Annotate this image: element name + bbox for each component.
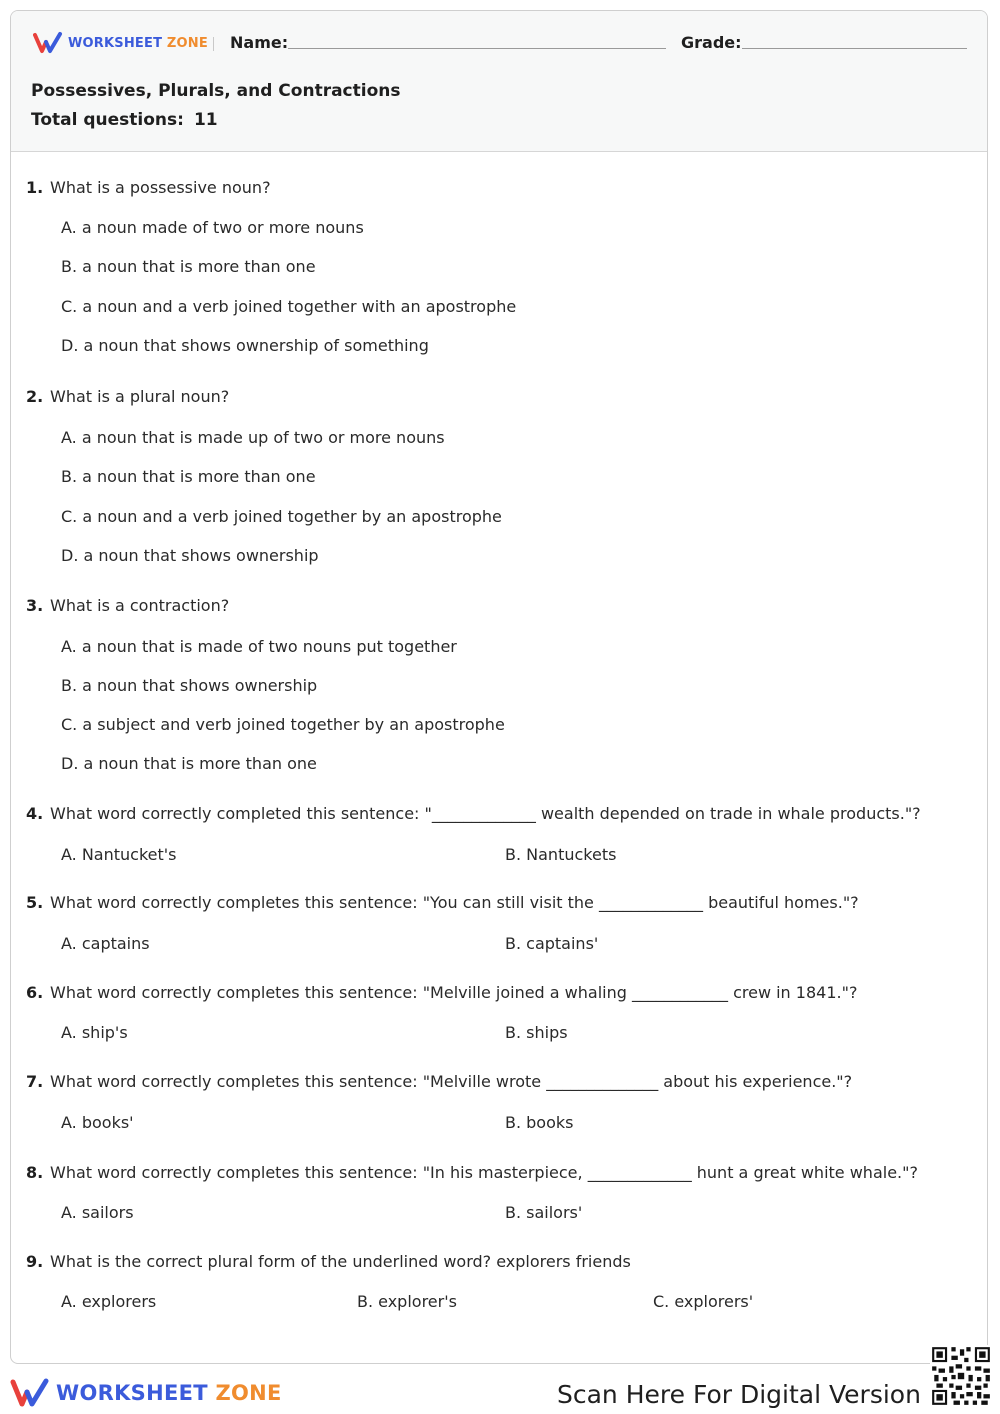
- question-number: 4.: [26, 804, 44, 823]
- brand-logo-footer: [10, 1376, 282, 1410]
- total-questions-label: Total questions:: [31, 110, 184, 130]
- option-a[interactable]: A. a noun that is made up of two or more nouns: [61, 428, 445, 447]
- question-number: 3.: [26, 596, 44, 615]
- option-b[interactable]: B. explorer's: [357, 1292, 457, 1311]
- grade-field[interactable]: [742, 48, 967, 49]
- question-text: What is a contraction?: [50, 596, 230, 615]
- option-a[interactable]: A. explorers: [61, 1292, 157, 1311]
- qr-code-icon[interactable]: [930, 1345, 992, 1407]
- option-b[interactable]: B. a noun that is more than one: [61, 467, 316, 486]
- option-b[interactable]: B. captains': [505, 934, 599, 953]
- grade-label: Grade:: [681, 33, 742, 52]
- header-divider: [213, 37, 214, 51]
- question-number: 1.: [26, 178, 44, 197]
- total-questions-count: 11: [193, 110, 218, 130]
- question-number: 8.: [26, 1163, 44, 1182]
- option-a[interactable]: A. a noun that is made of two nouns put together: [61, 637, 457, 656]
- question-text: What word correctly completes this sentence: "Melville wrote ______________ about his experience."?: [50, 1072, 853, 1091]
- brand-wordmark: WORKSHEET ZONE: [68, 35, 208, 51]
- question-number: 7.: [26, 1072, 44, 1091]
- option-b[interactable]: B. sailors': [505, 1203, 583, 1222]
- question-text: What word correctly completed this sentence: "_____________ wealth depended on trade in whale products."?: [50, 804, 921, 823]
- question-text: What is a possessive noun?: [50, 178, 271, 197]
- question-text: What word correctly completes this sentence: "You can still visit the _____________ beautiful homes."?: [50, 893, 859, 912]
- option-a[interactable]: A. captains: [61, 934, 150, 953]
- question-text: What word correctly completes this sentence: "Melville joined a whaling ____________ crew in 1841."?: [50, 983, 858, 1002]
- name-field[interactable]: [288, 48, 666, 49]
- scan-text: Scan Here For Digital Version: [557, 1380, 921, 1409]
- option-a[interactable]: A. Nantucket's: [61, 845, 177, 864]
- option-b[interactable]: B. books: [505, 1113, 574, 1132]
- option-a[interactable]: A. books': [61, 1113, 134, 1132]
- option-d[interactable]: D. a noun that shows ownership of something: [61, 336, 429, 355]
- option-c[interactable]: C. a noun and a verb joined together with an apostrophe: [61, 297, 517, 316]
- option-a[interactable]: A. sailors: [61, 1203, 134, 1222]
- worksheetzone-logo-icon: [33, 31, 65, 55]
- worksheetzone-logo-icon: [10, 1377, 52, 1409]
- question-number: 9.: [26, 1252, 44, 1271]
- option-b[interactable]: B. a noun that is more than one: [61, 257, 316, 276]
- question-number: 2.: [26, 387, 44, 406]
- name-label: Name:: [230, 33, 289, 52]
- option-c[interactable]: C. a subject and verb joined together by an apostrophe: [61, 715, 505, 734]
- brand-wordmark-footer: WORKSHEET ZONE: [56, 1381, 282, 1405]
- question-text: What is a plural noun?: [50, 387, 230, 406]
- option-d[interactable]: D. a noun that is more than one: [61, 754, 317, 773]
- worksheet-title: Possessives, Plurals, and Contractions: [31, 81, 401, 101]
- question-text: What is the correct plural form of the underlined word? explorers friends: [50, 1252, 631, 1271]
- question-text: What word correctly completes this sentence: "In his masterpiece, _____________ hunt a great white whale."?: [50, 1163, 918, 1182]
- question-number: 5.: [26, 893, 44, 912]
- question-number: 6.: [26, 983, 44, 1002]
- option-a[interactable]: A. ship's: [61, 1023, 128, 1042]
- option-c[interactable]: C. explorers': [653, 1292, 754, 1311]
- total-questions: [31, 110, 218, 130]
- option-c[interactable]: C. a noun and a verb joined together by an apostrophe: [61, 507, 502, 526]
- option-b[interactable]: B. ships: [505, 1023, 568, 1042]
- option-b[interactable]: B. a noun that shows ownership: [61, 676, 318, 695]
- brand-logo-small: [33, 31, 208, 55]
- option-d[interactable]: D. a noun that shows ownership: [61, 546, 319, 565]
- option-a[interactable]: A. a noun made of two or more nouns: [61, 218, 364, 237]
- option-b[interactable]: B. Nantuckets: [505, 845, 617, 864]
- worksheet-header: [11, 11, 987, 152]
